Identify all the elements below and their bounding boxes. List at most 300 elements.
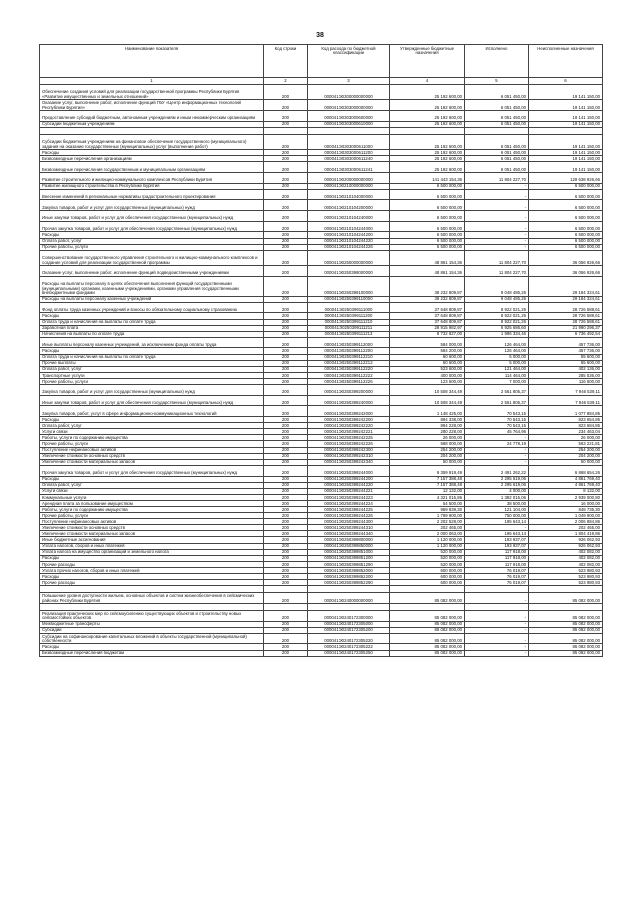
row-approved-amount: 54 500,00 — [390, 500, 465, 506]
row-name: Закупка товаров, работ и услуг для государственных (муниципальных) нужд — [40, 200, 264, 211]
row-line-code: 200 — [264, 100, 308, 111]
row-line-code: 200 — [264, 331, 308, 337]
row-name: Уплата прочих налогов, сборов и иных платежей — [40, 567, 264, 573]
row-name: Прочие расходы — [40, 580, 264, 586]
table-row — [40, 172, 603, 183]
row-unexecuted-amount: 85 082 000,00 — [529, 593, 603, 604]
row-name: Прочие работы, услуги — [40, 441, 264, 447]
row-budget-code: 000041Э0250399110000 — [308, 296, 390, 302]
row-name: Услуги связи — [40, 429, 264, 435]
row-unexecuted-amount: 523 980,93 — [529, 567, 603, 573]
row-budget-code: 000041Э0250399240000 — [308, 395, 390, 406]
row-approved-amount: 25 192 600,00 — [390, 162, 465, 173]
column-index: 4 — [390, 78, 465, 85]
row-executed-amount: 750 000,00 — [465, 513, 529, 519]
row-unexecuted-amount: 7 946 539,11 — [529, 395, 603, 406]
row-line-code: 200 — [264, 567, 308, 573]
row-budget-code: 000041Э0250399244220 — [308, 482, 390, 488]
row-line-code: 200 — [264, 453, 308, 459]
row-unexecuted-amount: 402 082,00 — [529, 561, 603, 567]
row-name: Увеличение стоимости материальных запасов — [40, 459, 264, 465]
header-line-code: Код строки — [264, 45, 308, 78]
row-name: Реализация практических мер по сейсмоусилению существующих объектов и строительству новых сейсмостойких объектов — [40, 610, 264, 621]
row-approved-amount: 38 232 809,87 — [390, 276, 465, 296]
row-line-code: 200 — [264, 221, 308, 232]
row-unexecuted-amount: 457 736,00 — [529, 348, 603, 354]
row-name: Оказание услуг, выполнение работ, исполнение функций подведомственными учреждениями — [40, 266, 264, 277]
row-approved-amount: 584 200,00 — [390, 348, 465, 354]
row-name: Предоставление субсидий бюджетным, автономным учреждениям и иным некоммерческим организациям — [40, 110, 264, 121]
column-index: 2 — [264, 78, 308, 85]
budget-execution-table — [39, 44, 603, 657]
row-approved-amount: 894 228,00 — [390, 423, 465, 429]
row-unexecuted-amount: 6 500 000,00 — [529, 200, 603, 211]
row-unexecuted-amount: 402 136,00 — [529, 366, 603, 372]
row-unexecuted-amount: 85 082 000,00 — [529, 633, 603, 644]
table-row — [40, 406, 603, 417]
row-budget-code: 000041Э0250399242221 — [308, 429, 390, 435]
row-line-code: 200 — [264, 417, 308, 423]
row-executed-amount: 193 937,07 — [465, 543, 529, 549]
row-line-code: 200 — [264, 302, 308, 313]
row-executed-amount: 6 051 450,00 — [465, 110, 529, 121]
row-unexecuted-amount: 28 726 588,61 — [529, 319, 603, 325]
row-unexecuted-amount: 6 500 000,00 — [529, 221, 603, 232]
row-line-code: 200 — [264, 313, 308, 319]
row-budget-code: 000041Э0303000611200 — [308, 150, 390, 156]
row-unexecuted-amount: 823 654,85 — [529, 417, 603, 423]
row-line-code: 200 — [264, 537, 308, 543]
row-approved-amount: 520 000,00 — [390, 549, 465, 555]
header-budget-code: Код расхода по бюджетной классификации — [308, 45, 390, 78]
row-line-code: 200 — [264, 621, 308, 627]
row-unexecuted-amount: 457 736,00 — [529, 337, 603, 348]
column-index-row — [40, 78, 603, 85]
row-budget-code: 000041Э0250399244300 — [308, 519, 390, 525]
row-approved-amount: 588 000,00 — [390, 441, 465, 447]
row-budget-code: 000041Э0303000610000 — [308, 121, 390, 127]
row-line-code: 200 — [264, 162, 308, 173]
row-executed-amount: - — [465, 644, 529, 650]
row-executed-amount: 76 019,07 — [465, 567, 529, 573]
row-budget-code: 000041Э0210104244200 — [308, 232, 390, 238]
row-line-code: 200 — [264, 372, 308, 378]
row-name: Расходы — [40, 417, 264, 423]
row-name: Безвозмездные перечисления бюджетам — [40, 650, 264, 656]
row-budget-code: 000041Э0210104200000 — [308, 200, 390, 211]
row-budget-code: 000041Э0250399852200 — [308, 574, 390, 580]
row-name: Иные выплаты персоналу казенных учреждений, за исключением фонда оплаты труда — [40, 337, 264, 348]
header-unexecuted: Неисполненные назначения — [529, 45, 603, 78]
table-row — [40, 100, 603, 111]
row-approved-amount: 8 732 827,00 — [390, 331, 465, 337]
row-line-code: 200 — [264, 360, 308, 366]
row-unexecuted-amount: 402 082,00 — [529, 555, 603, 561]
row-budget-code: 000041Э0240172305220 — [308, 633, 390, 644]
row-approved-amount: 4 321 015,86 — [390, 494, 465, 500]
row-executed-amount: 193 937,07 — [465, 537, 529, 543]
row-unexecuted-amount: 29 184 324,61 — [529, 296, 603, 302]
row-unexecuted-amount: 85 082 000,00 — [529, 627, 603, 633]
table-row — [40, 85, 603, 100]
row-line-code: 200 — [264, 543, 308, 549]
row-line-code: 200 — [264, 435, 308, 441]
table-row — [40, 211, 603, 222]
row-unexecuted-amount: 2 006 884,86 — [529, 519, 603, 525]
row-executed-amount: 117 918,00 — [465, 561, 529, 567]
row-budget-code: 000041Э0250399242220 — [308, 423, 390, 429]
row-executed-amount: - — [465, 627, 529, 633]
row-approved-amount: 400 000,00 — [390, 372, 465, 378]
row-unexecuted-amount: 129 638 926,66 — [529, 172, 603, 183]
row-executed-amount: 117 918,00 — [465, 549, 529, 555]
row-budget-code: 000041Э0240172300000 — [308, 610, 390, 621]
row-unexecuted-amount: 204 200,00 — [529, 453, 603, 459]
row-executed-amount: - — [465, 211, 529, 222]
row-approved-amount: 37 648 809,87 — [390, 319, 465, 325]
table-row — [40, 302, 603, 313]
row-unexecuted-amount: 16 000,00 — [529, 500, 603, 506]
row-executed-amount: 38 500,00 — [465, 500, 529, 506]
row-approved-amount: 25 192 600,00 — [390, 110, 465, 121]
row-executed-amount: 121 104,00 — [465, 507, 529, 513]
row-budget-code: 000041Э0250399242200 — [308, 417, 390, 423]
row-approved-amount: 48 861 154,36 — [390, 250, 465, 265]
row-unexecuted-amount: 234 463,04 — [529, 429, 603, 435]
row-name: Транспортные услуги — [40, 372, 264, 378]
row-line-code: 200 — [264, 593, 308, 604]
row-unexecuted-amount: 19 141 150,00 — [529, 110, 603, 121]
row-line-code: 200 — [264, 549, 308, 555]
row-name: Работы, услуги по содержанию имущества — [40, 435, 264, 441]
row-executed-amount: 11 804 227,70 — [465, 266, 529, 277]
row-unexecuted-amount: 1 049 900,00 — [529, 513, 603, 519]
row-name: Внесение изменений в региональные нормативы градостроительного проектирования — [40, 189, 264, 200]
row-line-code: 200 — [264, 150, 308, 156]
row-line-code: 200 — [264, 580, 308, 586]
row-approved-amount: 600 000,00 — [390, 567, 465, 573]
row-unexecuted-amount: 823 684,85 — [529, 423, 603, 429]
row-name: Работы, услуги по содержанию имущества — [40, 507, 264, 513]
row-line-code: 200 — [264, 574, 308, 580]
row-executed-amount: - — [465, 593, 529, 604]
row-name: Иные закупки товаров, работ и услуг для обеспечения государственных (муниципальных) нужд — [40, 395, 264, 406]
row-name: Обеспечение создания условий для реализации государственной программы Республики Бурятия «Развитие имущественных и земельных отношений» — [40, 85, 264, 100]
row-unexecuted-amount: 28 726 588,61 — [529, 313, 603, 319]
row-name: Совершенствование государственного управления строительного и жилищно-коммунального комплексов и создание условий для реализации государственной программы — [40, 250, 264, 265]
row-name: Безвозмездные перечисления организациям — [40, 156, 264, 162]
row-budget-code: 000041Э0250399242340 — [308, 459, 390, 465]
row-unexecuted-amount: 116 600,00 — [529, 378, 603, 384]
row-executed-amount: 195 643,14 — [465, 519, 529, 525]
row-approved-amount: 26 000,00 — [390, 435, 465, 441]
row-line-code: 200 — [264, 644, 308, 650]
row-unexecuted-amount: 19 141 150,00 — [529, 156, 603, 162]
row-name: Расходы — [40, 644, 264, 650]
row-line-code: 200 — [264, 507, 308, 513]
row-name: Межбюджетные трансферты — [40, 621, 264, 627]
row-approved-amount: 38 232 809,87 — [390, 296, 465, 302]
row-line-code: 200 — [264, 366, 308, 372]
table-row — [40, 633, 603, 644]
row-executed-amount: 2 561 805,37 — [465, 385, 529, 396]
row-line-code: 200 — [264, 633, 308, 644]
row-executed-amount: 6 051 450,00 — [465, 134, 529, 149]
row-executed-amount: 117 918,00 — [465, 555, 529, 561]
spacer-row — [40, 586, 603, 593]
row-approved-amount: 7 157 388,48 — [390, 482, 465, 488]
row-approved-amount: 10 508 344,49 — [390, 395, 465, 406]
row-executed-amount: 7 000,00 — [465, 378, 529, 384]
row-executed-amount: - — [465, 200, 529, 211]
column-index: 3 — [308, 78, 390, 85]
row-budget-code: 000041Э0250399850000 — [308, 543, 390, 549]
row-unexecuted-amount: 848 735,30 — [529, 507, 603, 513]
row-unexecuted-amount: 523 980,93 — [529, 580, 603, 586]
row-unexecuted-amount: 2 939 000,80 — [529, 494, 603, 500]
table-row — [40, 189, 603, 200]
row-name: Оплата работ, услуг — [40, 366, 264, 372]
row-budget-code: 000041Э0240172305222 — [308, 644, 390, 650]
row-executed-amount: - — [465, 453, 529, 459]
empty-cell — [390, 603, 465, 610]
row-budget-code: 000041Э0300000000000 — [308, 85, 390, 100]
row-unexecuted-amount: 85 082 000,00 — [529, 621, 603, 627]
row-name: Иные закупки товаров, работ и услуг для обеспечения государственных (муниципальных) нужд — [40, 211, 264, 222]
row-executed-amount: 121 464,00 — [465, 366, 529, 372]
row-name: Арендная плата за пользование имуществом — [40, 500, 264, 506]
empty-cell — [308, 586, 390, 593]
row-unexecuted-amount: 19 141 150,00 — [529, 162, 603, 173]
row-executed-amount: 6 051 450,00 — [465, 162, 529, 173]
row-unexecuted-amount: 21 990 296,37 — [529, 325, 603, 331]
row-line-code: 200 — [264, 610, 308, 621]
row-executed-amount: 4 000,00 — [465, 488, 529, 494]
row-approved-amount: 254 200,00 — [390, 447, 465, 453]
row-name: Уплата налогов, сборов и иных платежей — [40, 543, 264, 549]
row-approved-amount: 9 359 919,49 — [390, 465, 465, 476]
row-approved-amount: 25 192 600,00 — [390, 85, 465, 100]
row-line-code: 200 — [264, 172, 308, 183]
row-name: Заработная плата — [40, 325, 264, 331]
row-executed-amount: - — [465, 435, 529, 441]
row-line-code: 200 — [264, 134, 308, 149]
row-executed-amount: 6 925 686,60 — [465, 325, 529, 331]
table-row — [40, 337, 603, 348]
table-row — [40, 110, 603, 121]
header-executed: Исполнено — [465, 45, 529, 78]
row-line-code: 200 — [264, 337, 308, 348]
row-approved-amount: 37 648 809,87 — [390, 313, 465, 319]
row-line-code: 200 — [264, 500, 308, 506]
row-approved-amount: 969 839,30 — [390, 507, 465, 513]
row-approved-amount: 1 148 425,00 — [390, 406, 465, 417]
table-row — [40, 395, 603, 406]
row-name: Фонд оплаты труда казенных учреждений и взносы по обязательному социальному страхованию — [40, 302, 264, 313]
empty-cell — [465, 603, 529, 610]
row-unexecuted-amount: 36 056 926,66 — [529, 266, 603, 277]
empty-cell — [40, 586, 264, 593]
row-unexecuted-amount: 19 141 150,00 — [529, 150, 603, 156]
row-budget-code: 000041Э0303000600000 — [308, 110, 390, 121]
row-line-code: 200 — [264, 121, 308, 127]
row-unexecuted-amount: 6 500 000,00 — [529, 238, 603, 244]
row-line-code: 200 — [264, 250, 308, 265]
row-executed-amount: 70 543,15 — [465, 417, 529, 423]
row-name: Прочие работы, услуги — [40, 513, 264, 519]
row-name: Развитие строительного и жилищно-коммунального комплексов Республики Бурятия — [40, 172, 264, 183]
row-unexecuted-amount: 19 141 150,00 — [529, 121, 603, 127]
row-unexecuted-amount: 1 077 884,85 — [529, 406, 603, 417]
row-line-code: 200 — [264, 348, 308, 354]
empty-cell — [529, 127, 603, 134]
row-budget-code: 000041Э0250399244340 — [308, 531, 390, 537]
row-name: Оказание услуг, выполнение работ, исполнение функций ГБУ «Центр информационных технологий Республики Бурятия» — [40, 100, 264, 111]
row-unexecuted-amount: 926 062,93 — [529, 537, 603, 543]
row-line-code: 200 — [264, 488, 308, 494]
row-name: Расходы — [40, 574, 264, 580]
row-budget-code: 000041Э0250399244226 — [308, 513, 390, 519]
column-index: 6 — [529, 78, 603, 85]
row-approved-amount: 7 157 388,48 — [390, 476, 465, 482]
row-executed-amount: 8 922 021,26 — [465, 313, 529, 319]
row-budget-code: 000041Э0303000000000 — [308, 100, 390, 111]
row-approved-amount: 6 500 000,00 — [390, 183, 465, 189]
row-unexecuted-amount: 55 600,00 — [529, 360, 603, 366]
row-budget-code: 000041Э0250399242225 — [308, 435, 390, 441]
row-executed-amount: 11 804 227,70 — [465, 250, 529, 265]
row-name: Оплата труда и начисления на выплаты по оплате труда — [40, 319, 264, 325]
row-line-code: 200 — [264, 156, 308, 162]
row-executed-amount: 5 000,00 — [465, 354, 529, 360]
row-unexecuted-amount: 6 500 000,00 — [529, 232, 603, 238]
row-unexecuted-amount: 202 465,00 — [529, 525, 603, 531]
row-name: Поступление нефинансовых активов — [40, 447, 264, 453]
page-number: 38 — [316, 32, 324, 39]
row-line-code: 200 — [264, 627, 308, 633]
row-name: Услуги связи — [40, 488, 264, 494]
row-budget-code: 000041Э0250399111210 — [308, 319, 390, 325]
row-name: Расходы — [40, 476, 264, 482]
row-name: Оплата труда и начисления на выплаты по оплате труда — [40, 354, 264, 360]
row-budget-code: 000041Э0210104244000 — [308, 221, 390, 232]
row-approved-amount: 1 799 900,00 — [390, 513, 465, 519]
row-approved-amount: 60 600,00 — [390, 360, 465, 366]
row-executed-amount: 1 382 015,06 — [465, 494, 529, 500]
row-budget-code: 000041Э0250399244223 — [308, 494, 390, 500]
row-budget-code: 000041Э0250399000000 — [308, 266, 390, 277]
row-name: Расходы на выплаты персоналу в целях обеспечения выполнения функций государственными (муниципальными) органами, казенными учреждениями, органами управления государственными внебюджетными фондами — [40, 276, 264, 296]
row-budget-code: 000041Э0250399244224 — [308, 500, 390, 506]
row-line-code: 200 — [264, 85, 308, 100]
spacer-row — [40, 127, 603, 134]
row-approved-amount: 894 338,00 — [390, 417, 465, 423]
row-unexecuted-amount: 6 500 000,00 — [529, 211, 603, 222]
row-budget-code: 000041Э0240000000000 — [308, 593, 390, 604]
row-approved-amount: 6 500 000,00 — [390, 238, 465, 244]
row-name: Безвозмездные перечисления государственным и муниципальным организациям — [40, 162, 264, 173]
row-name: Увеличение стоимости основных средств — [40, 525, 264, 531]
row-executed-amount: - — [465, 621, 529, 627]
empty-cell — [465, 586, 529, 593]
row-line-code: 200 — [264, 378, 308, 384]
row-name: Закупка товаров, работ и услуг для государственных (муниципальных) нужд — [40, 385, 264, 396]
empty-cell — [40, 127, 264, 134]
row-budget-code: 000041Э0250399112210 — [308, 354, 390, 360]
row-line-code: 200 — [264, 276, 308, 296]
row-budget-code: 000041Э0250399112212 — [308, 360, 390, 366]
row-approved-amount: 523 600,00 — [390, 366, 465, 372]
row-approved-amount: 123 600,00 — [390, 378, 465, 384]
row-executed-amount: 2 295 619,06 — [465, 476, 529, 482]
row-name: Субсидии — [40, 627, 264, 633]
row-executed-amount: - — [465, 189, 529, 200]
row-line-code: 200 — [264, 183, 308, 189]
row-executed-amount: 70 543,15 — [465, 423, 529, 429]
row-budget-code: 000041Э0250399242226 — [308, 441, 390, 447]
row-line-code: 200 — [264, 200, 308, 211]
row-unexecuted-amount: 523 980,93 — [529, 574, 603, 580]
table-row — [40, 134, 603, 149]
table-row — [40, 200, 603, 211]
row-executed-amount: 195 643,14 — [465, 531, 529, 537]
row-line-code: 200 — [264, 319, 308, 325]
column-index: 5 — [465, 78, 529, 85]
row-name: Расходы на выплаты персоналу казенных учреждений — [40, 296, 264, 302]
row-line-code: 200 — [264, 238, 308, 244]
row-line-code: 200 — [264, 232, 308, 238]
row-executed-amount: 6 051 450,00 — [465, 100, 529, 111]
row-unexecuted-amount: 4 861 769,40 — [529, 476, 603, 482]
row-unexecuted-amount: 254 200,00 — [529, 447, 603, 453]
row-unexecuted-amount: 26 000,00 — [529, 435, 603, 441]
row-budget-code: 000041Э0250399112226 — [308, 378, 390, 384]
row-unexecuted-amount: 285 536,00 — [529, 372, 603, 378]
row-budget-code: 000041Э0250399100000 — [308, 276, 390, 296]
row-approved-amount: 520 000,00 — [390, 555, 465, 561]
row-budget-code: 000041Э0303000611000 — [308, 134, 390, 149]
row-line-code: 200 — [264, 531, 308, 537]
row-name: Субсидии бюджетным учреждениям на финансовое обеспечение государственного (муниципального) задания на оказание государственных (муниципальных) услуг (выполнение работ) — [40, 134, 264, 149]
row-budget-code: 000041Э0250399111200 — [308, 313, 390, 319]
empty-cell — [308, 603, 390, 610]
row-line-code: 200 — [264, 296, 308, 302]
row-approved-amount: 25 192 600,00 — [390, 100, 465, 111]
row-executed-amount: - — [465, 447, 529, 453]
row-unexecuted-amount: 85 082 000,00 — [529, 650, 603, 656]
row-line-code: 200 — [264, 519, 308, 525]
row-executed-amount: 24 778,19 — [465, 441, 529, 447]
row-line-code: 200 — [264, 476, 308, 482]
row-name: Оплата работ, услуг — [40, 238, 264, 244]
row-budget-code: 000041Э0250399111211 — [308, 325, 390, 331]
row-unexecuted-amount: 19 141 150,00 — [529, 134, 603, 149]
row-executed-amount: 5 000,00 — [465, 360, 529, 366]
row-name: Повышение уровня доступности жильем, основных объектов и систем жизнеобеспечения в сейсмических районах Республики Бурятия — [40, 593, 264, 604]
row-executed-amount: 70 543,15 — [465, 406, 529, 417]
row-line-code: 200 — [264, 395, 308, 406]
table-row — [40, 593, 603, 604]
row-executed-amount: - — [465, 232, 529, 238]
row-approved-amount: 202 465,00 — [390, 525, 465, 531]
row-line-code: 200 — [264, 110, 308, 121]
row-approved-amount: 204 200,00 — [390, 453, 465, 459]
table-row — [40, 266, 603, 277]
row-approved-amount: 6 500 000,00 — [390, 244, 465, 250]
row-executed-amount: 8 922 021,26 — [465, 319, 529, 325]
row-approved-amount: 25 192 600,00 — [390, 156, 465, 162]
row-approved-amount: 85 082 000,00 — [390, 627, 465, 633]
